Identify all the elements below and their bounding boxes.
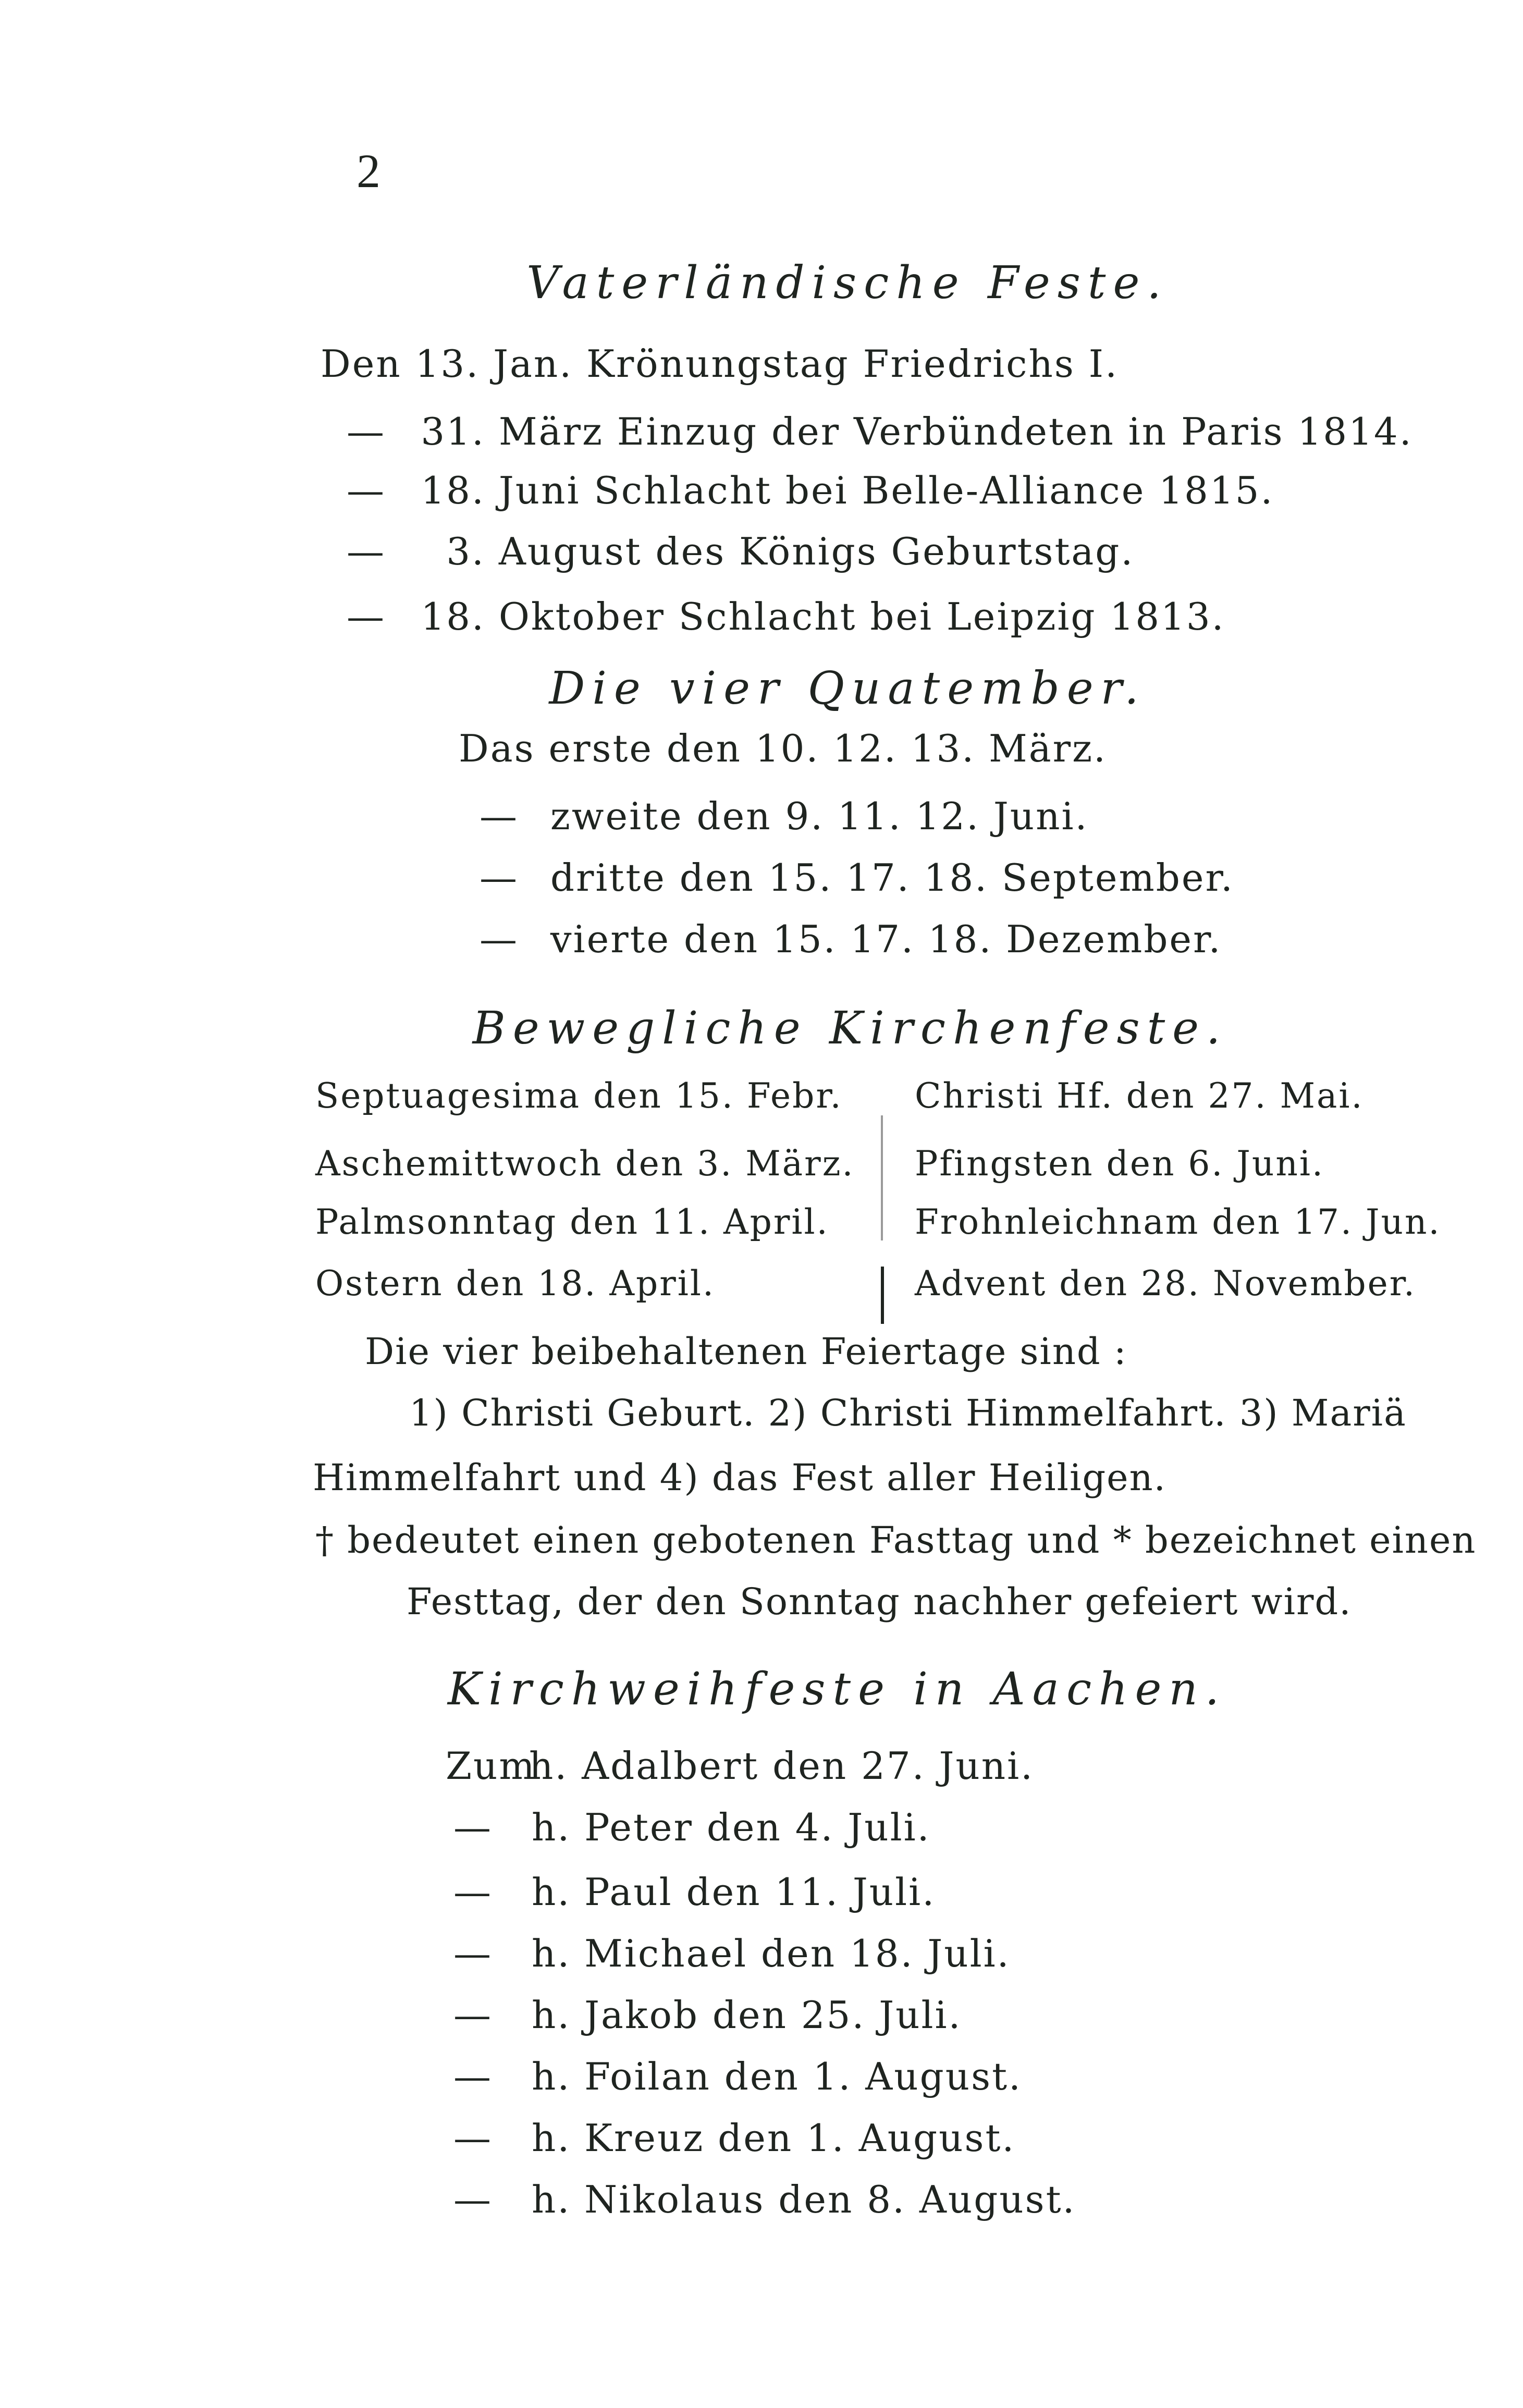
heading-quatember: Die vier Quatember. <box>549 662 1146 715</box>
list-item <box>453 1932 1011 1975</box>
entry-text: h. Kreuz den 1. August. <box>532 2116 1016 2160</box>
entry-text: h. Peter den 4. Juli. <box>532 1805 931 1849</box>
table-cell-left: Septuagesima den 15. Febr. <box>315 1076 843 1116</box>
list-item <box>453 1805 931 1849</box>
entry-text: h. Paul den 11. Juli. <box>532 1870 936 1914</box>
list-item <box>446 1744 1034 1788</box>
list-item <box>480 917 1222 961</box>
table-cell-left: Aschemittwoch den 3. März. <box>315 1144 855 1184</box>
entry-prefix: — <box>480 794 519 838</box>
note-line: Die vier beibehaltenen Feiertage sind : <box>365 1330 1127 1373</box>
entry-day: 13. <box>415 342 480 386</box>
entry-prefix: — <box>453 1805 493 1849</box>
entry-prefix: — <box>480 856 519 900</box>
list-item <box>453 2116 1016 2160</box>
entry-prefix: Den <box>321 342 402 386</box>
entry-text: h. Jakob den 25. Juli. <box>532 1993 962 2037</box>
note-line: Festtag, der den Sonntag nachher gefeiert wird. <box>407 1580 1352 1623</box>
entry-text: Oktober Schlacht bei Leipzig 1813. <box>498 595 1225 638</box>
entry-prefix: — <box>453 1932 493 1975</box>
entry-text: zweite den 9. 11. 12. Juni. <box>550 794 1089 838</box>
list-item <box>453 2055 1022 2098</box>
list-item <box>480 794 1089 838</box>
entry-prefix: — <box>453 2055 493 2098</box>
entry-text: Juni Schlacht bei Belle-Alliance 1815. <box>498 469 1274 512</box>
table-cell-left: Palmsonntag den 11. April. <box>315 1202 829 1242</box>
entry-text: h. Michael den 18. Juli. <box>532 1932 1011 1975</box>
entry-prefix: Zum <box>446 1744 536 1788</box>
entry-text: h. Adalbert den 27. Juni. <box>529 1744 1034 1788</box>
note-line: Himmelfahrt und 4) das Fest aller Heiligen. <box>313 1456 1166 1499</box>
list-item <box>453 1993 962 2037</box>
list-item <box>347 469 1274 512</box>
entry-prefix: — <box>347 469 386 512</box>
heading-vaterlaendische-feste: Vaterländische Feste. <box>526 257 1169 309</box>
list-item <box>459 727 1107 770</box>
entry-prefix: — <box>453 1870 493 1914</box>
note-line: 1) Christi Geburt. 2) Christi Himmelfahrt. 3) Mariä <box>409 1392 1407 1434</box>
entry-prefix: — <box>453 1993 493 2037</box>
table-cell-right: Advent den 28. November. <box>915 1263 1417 1304</box>
entry-text: Jan. Krönungstag Friedrichs I. <box>493 342 1119 386</box>
entry-text: h. Foilan den 1. August. <box>532 2055 1022 2098</box>
entry-text: vierte den 15. 17. 18. Dezember. <box>550 917 1222 961</box>
entry-day: 18. <box>421 595 485 638</box>
table-cell-right: Christi Hf. den 27. Mai. <box>915 1076 1364 1116</box>
list-item <box>321 342 1119 386</box>
entry-prefix: — <box>347 530 386 573</box>
entry-prefix: — <box>453 2178 493 2221</box>
entry-day: 3. <box>446 530 485 573</box>
column-divider <box>881 1267 884 1324</box>
entry-text: erste den 10. 12. 13. März. <box>548 727 1107 770</box>
entry-text: März Einzug der Verbündeten in Paris 1814. <box>498 410 1413 453</box>
heading-kirchweihfeste: Kirchweihfeste in Aachen. <box>447 1663 1227 1715</box>
table-cell-right: Frohnleichnam den 17. Jun. <box>915 1202 1441 1242</box>
table-cell-right: Pfingsten den 6. Juni. <box>915 1144 1324 1184</box>
list-item <box>347 410 1413 453</box>
list-item <box>347 595 1225 638</box>
entry-prefix: — <box>347 595 386 638</box>
list-item <box>480 856 1234 900</box>
list-item <box>347 530 1135 573</box>
entry-prefix: — <box>453 2116 493 2160</box>
entry-prefix: — <box>347 410 386 453</box>
page-number: 2 <box>357 144 380 198</box>
entry-day: 31. <box>421 410 485 453</box>
entry-prefix: — <box>480 917 519 961</box>
note-line: † bedeutet einen gebotenen Fasttag und * bezeichnet einen <box>315 1519 1477 1562</box>
entry-text: h. Nikolaus den 8. August. <box>532 2178 1076 2221</box>
table-cell-left: Ostern den 18. April. <box>315 1263 715 1304</box>
entry-text: August des Königs Geburtstag. <box>498 530 1135 573</box>
entry-day: 18. <box>421 469 485 512</box>
column-divider <box>881 1115 883 1240</box>
list-item <box>453 2178 1076 2221</box>
list-item <box>453 1870 936 1914</box>
heading-bewegliche-kirchenfeste: Bewegliche Kirchenfeste. <box>472 1002 1228 1054</box>
entry-text: dritte den 15. 17. 18. September. <box>550 856 1234 900</box>
entry-prefix: Das <box>459 727 535 770</box>
